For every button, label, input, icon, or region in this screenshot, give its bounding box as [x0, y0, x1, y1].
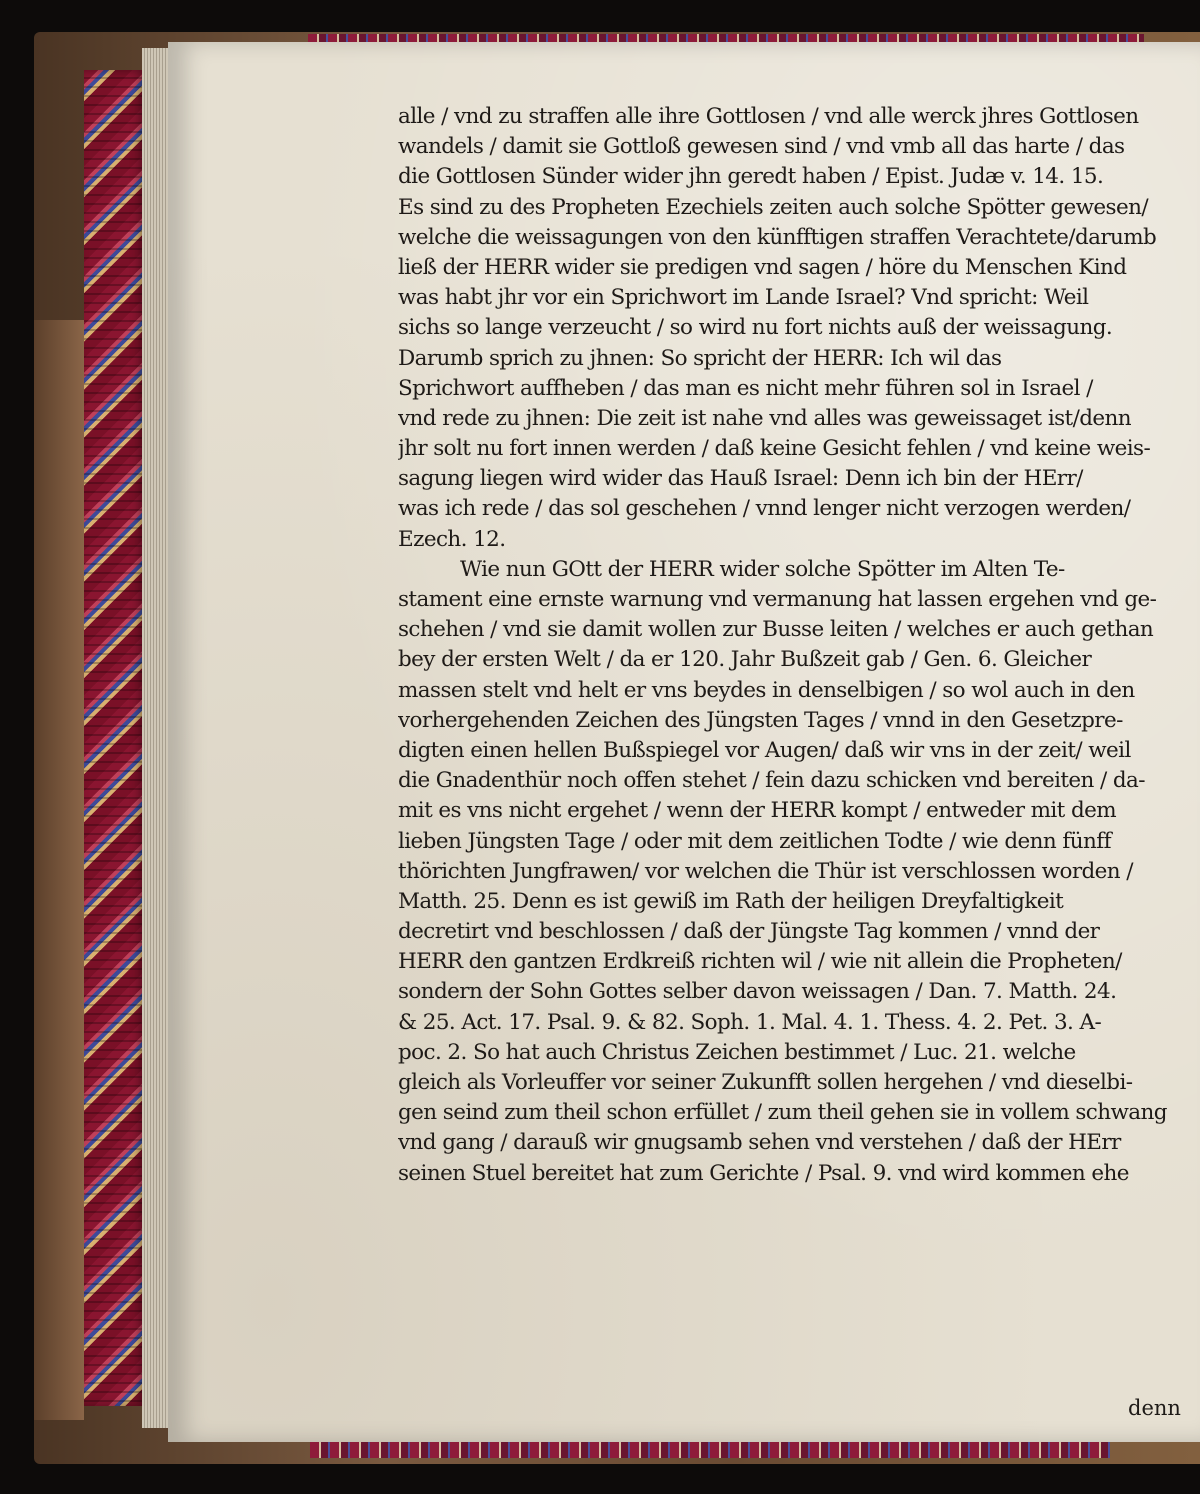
text-line: bey der ersten Welt / da er 120. Jahr Bußzeit gab / Gen. 6. Gleicher: [398, 647, 1092, 673]
text-line: Sprichwort auffheben / das man es nicht mehr führen sol in Israel /: [398, 375, 1093, 401]
text-line: Ezech. 12.: [398, 526, 506, 552]
text-line: vorhergehenden Zeichen des Jüngsten Tages / vnnd in den Gesetzpre-: [398, 707, 1123, 733]
text-line: was habt jhr vor ein Sprichwort im Lande Israel? Vnd spricht: Weil: [398, 285, 1089, 311]
text-line: was ich rede / das sol geschehen / vnnd lenger nicht verzogen werden/: [398, 496, 1131, 522]
text-line: vnd gang / darauß wir gnugsamb sehen vnd verstehen / daß der HErr: [398, 1130, 1121, 1156]
text-line: lieben Jüngsten Tage / oder mit dem zeitlichen Todte / wie denn fünff: [398, 828, 1111, 854]
text-line: HERR den gantzen Erdkreiß richten wil / wie nit allein die Propheten/: [398, 949, 1122, 975]
text-line: stament eine ernste warnung vnd vermanung hat lassen ergehen vnd ge-: [398, 587, 1157, 612]
catchword: denn: [1128, 1396, 1181, 1420]
text-line: poc. 2. So hat auch Christus Zeichen bestimmet / Luc. 21. welche: [398, 1039, 1076, 1065]
text-line: Darumb sprich zu jhnen: So spricht der HERR: Ich wil das: [398, 345, 1002, 371]
marbled-endpaper: [84, 70, 146, 1406]
text-line: & 25. Act. 17. Psal. 9. & 82. Soph. 1. Mal. 4. 1. Thess. 4. 2. Pet. 3. A-: [398, 1009, 1102, 1035]
text-line: die Gottlosen Sünder wider jhn geredt haben / Epist. Judæ v. 14. 15.: [398, 164, 1104, 190]
text-line: vnd rede zu jhnen: Die zeit ist nahe vnd alles was geweissaget ist/denn: [398, 405, 1132, 431]
text-line: sagung liegen wird wider das Hauß Israel: Denn ich bin der HErr/: [398, 466, 1083, 492]
text-line: Wie nun GOtt der HERR wider solche Spötter im Alten Te-: [460, 556, 1065, 582]
text-line: welche die weissagungen von den künfftigen straffen Verachtete/darumb: [398, 224, 1157, 250]
text-line: die Gnadenthür noch offen stehet / fein dazu schicken vnd bereiten / da-: [398, 768, 1145, 794]
text-line: gleich als Vorleuffer vor seiner Zukunfft sollen hergehen / vnd dieselbi-: [398, 1070, 1133, 1095]
text-line: alle / vnd zu straffen alle ihre Gottlosen / vnd alle werck jhres Gottlosen: [398, 104, 1139, 129]
text-line: sichs so lange verzeucht / so wird nu fort nichts auß der weissagung.: [398, 315, 1113, 341]
text-line: seinen Stuel bereitet hat zum Gerichte / Psal. 9. vnd wird kommen ehe: [398, 1160, 1129, 1186]
text-line: schehen / vnd sie damit wollen zur Busse leiten / welches er auch gethan: [398, 617, 1154, 643]
leather-binding: [34, 320, 84, 1420]
text-line: sondern der Sohn Gottes selber davon weissagen / Dan. 7. Matth. 24.: [398, 979, 1117, 1005]
text-line: Matth. 25. Denn es ist gewiß im Rath der heiligen Dreyfaltigkeit: [398, 888, 1064, 914]
text-line: massen stelt vnd helt er vns beydes in denselbigen / so wol auch in den: [398, 677, 1135, 703]
text-line: ließ der HERR wider sie predigen vnd sagen / höre du Menschen Kind: [398, 254, 1127, 280]
page-text: [398, 102, 1188, 1189]
text-line: jhr solt nu fort innen werden / daß keine Gesicht fehlen / vnd keine weis-: [398, 436, 1151, 462]
text-line: wandels / damit sie Gottloß gewesen sind / vnd vmb all das harte / das: [398, 134, 1125, 160]
text-line: thörichten Jungfrawen/ vor welchen die Thür ist verschlossen worden /: [398, 858, 1133, 884]
text-line: digten einen hellen Bußspiegel vor Augen/ daß wir vns in der zeit/ weil: [398, 737, 1131, 763]
text-line: Es sind zu des Propheten Ezechiels zeiten auch solche Spötter gewesen/: [398, 194, 1148, 220]
text-line: decretirt vnd beschlossen / daß der Jüngste Tag kommen / vnnd der: [398, 919, 1100, 945]
text-line: mit es vns nicht ergehet / wenn der HERR kompt / entweder mit dem: [398, 798, 1117, 824]
text-line: gen seind zum theil schon erfüllet / zum theil gehen sie in vollem schwang: [398, 1100, 1167, 1126]
